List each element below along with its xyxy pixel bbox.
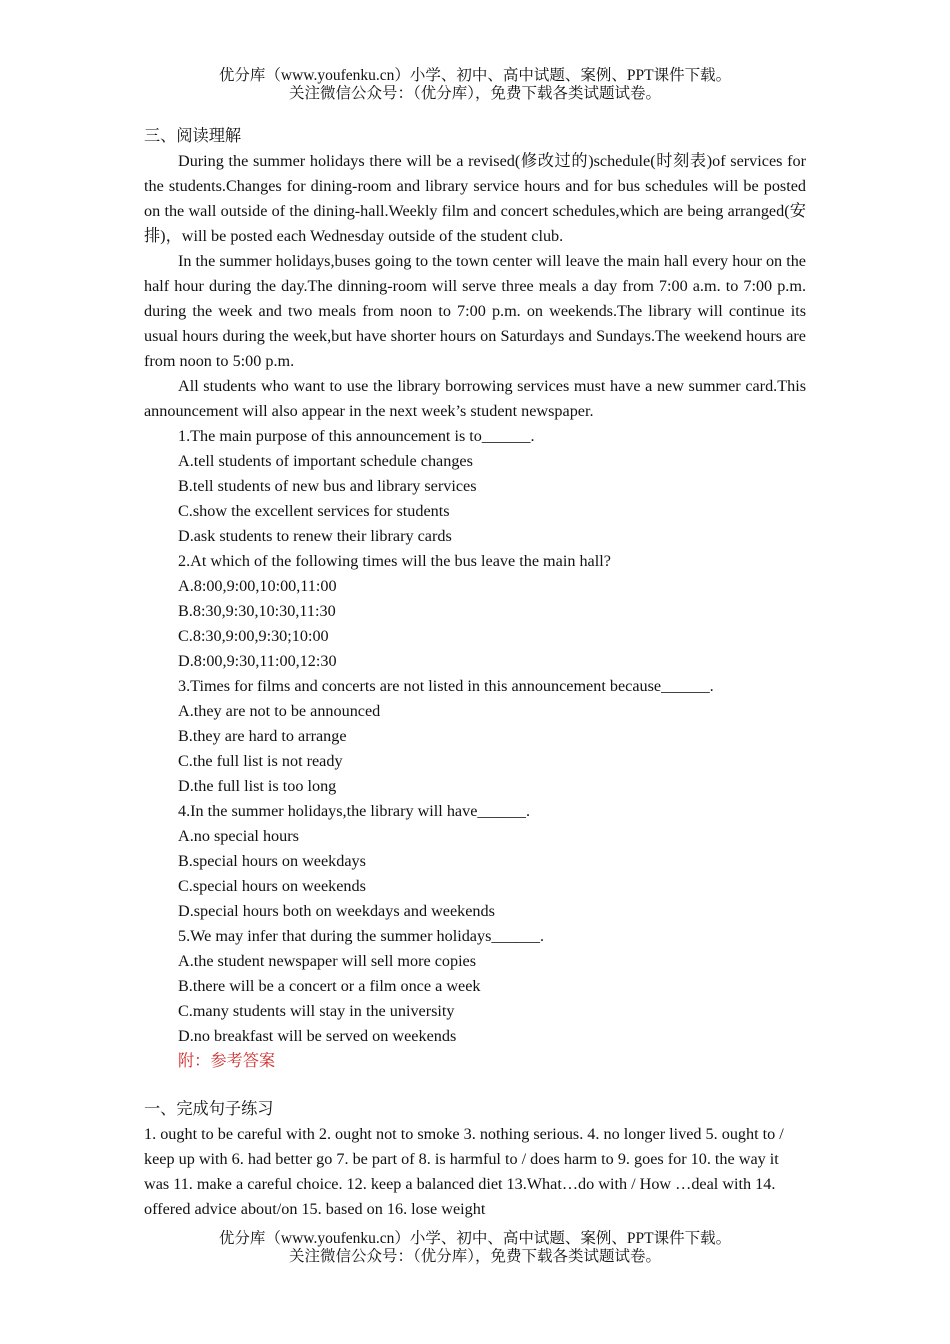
document-body: [144, 124, 806, 1222]
question-option: C.many students will stay in the university: [178, 1002, 455, 1020]
question-option: D.special hours both on weekdays and weekends: [178, 902, 495, 920]
header-line-2: 关注微信公众号：（优分库），免费下载各类试题试卷。: [288, 85, 661, 102]
question-option: D.8:00,9:30,11:00,12:30: [178, 652, 337, 670]
question-option: B.8:30,9:30,10:30,11:30: [178, 602, 336, 620]
question-option: B.they are hard to arrange: [178, 727, 347, 745]
question-stem: 4.In the summer holidays,the library will have______.: [178, 802, 531, 820]
question-option: C.8:30,9:00,9:30;10:00: [178, 627, 329, 645]
question-3: [144, 674, 806, 799]
passage-paragraph-3: All students who want to use the library borrowing services must have a new summer card.This announcement will also appear in the next week’s student newspaper.: [144, 377, 806, 420]
question-option: C.show the excellent services for students: [178, 502, 450, 520]
answers-section-title: 一、完成句子练习: [144, 1100, 274, 1118]
question-stem: 3.Times for films and concerts are not listed in this announcement because______.: [178, 677, 714, 695]
question-option: A.the student newspaper will sell more copies: [178, 952, 477, 970]
question-option: A.no special hours: [178, 827, 299, 845]
question-option: C.special hours on weekends: [178, 877, 366, 895]
question-2: [144, 549, 806, 674]
question-option: A.they are not to be announced: [178, 702, 381, 720]
question-option: A.8:00,9:00,10:00,11:00: [178, 577, 337, 595]
question-option: D.the full list is too long: [178, 777, 337, 795]
spacer: [144, 1074, 806, 1097]
question-option: B.tell students of new bus and library services: [178, 477, 477, 495]
question-option: B.special hours on weekdays: [178, 852, 366, 870]
answers-text: 1. ought to be careful with 2. ought not to smoke 3. nothing serious. 4. no longer lived 5. ought to / keep up with 6. had better go 7. be part of 8. is harmful to / does harm to 9. goes for 10. the way it was 11. make a careful choice. 12. keep a balanced diet 13.What…do with / How …deal with 14. offered advice about/on 15. based on 16. lose weight: [144, 1125, 784, 1218]
footer-line-1: 优分库（www.youfenku.cn）小学、初中、高中试题、案例、PPT课件下载。: [218, 1230, 732, 1247]
answer-key-label: 附：参考答案: [178, 1052, 276, 1070]
question-stem: 2.At which of the following times will the bus leave the main hall?: [178, 552, 611, 570]
page-footer: [0, 1230, 950, 1266]
question-1: [144, 424, 806, 549]
question-option: B.there will be a concert or a film once a week: [178, 977, 481, 995]
question-option: D.ask students to renew their library cards: [178, 527, 452, 545]
page-header: [0, 67, 950, 103]
question-5: [144, 924, 806, 1049]
question-4: [144, 799, 806, 924]
footer-line-2: 关注微信公众号：（优分库），免费下载各类试题试卷。: [288, 1248, 661, 1265]
passage-paragraph-1: During the summer holidays there will be a revised(修改过的)schedule(时刻表)of services for the students.Changes for dining-room and library service hours and for bus schedules will be posted on the wall outside of the dining-hall.Weekly film and concert schedules,which are being arranged(安排)，will be posted each Wednesday outside of the student club.: [144, 152, 806, 245]
section-title: 三、阅读理解: [144, 127, 242, 145]
question-stem: 5.We may infer that during the summer holidays______.: [178, 927, 544, 945]
passage-paragraph-2: In the summer holidays,buses going to the town center will leave the main hall every hour on the half hour during the day.The dinning-room will serve three meals a day from 7:00 a.m. to 7:00 p.m. during the week and two meals from noon to 7:00 p.m. on weekends.The library will continue its usual hours during the week,but have shorter hours on Saturdays and Sundays.The weekend hours are from noon to 5:00 p.m.: [144, 252, 806, 370]
question-option: A.tell students of important schedule changes: [178, 452, 473, 470]
header-line-1: 优分库（www.youfenku.cn）小学、初中、高中试题、案例、PPT课件下载。: [218, 67, 732, 84]
question-option: C.the full list is not ready: [178, 752, 343, 770]
question-stem: 1.The main purpose of this announcement is to______.: [178, 427, 535, 445]
question-option: D.no breakfast will be served on weekends: [178, 1027, 457, 1045]
